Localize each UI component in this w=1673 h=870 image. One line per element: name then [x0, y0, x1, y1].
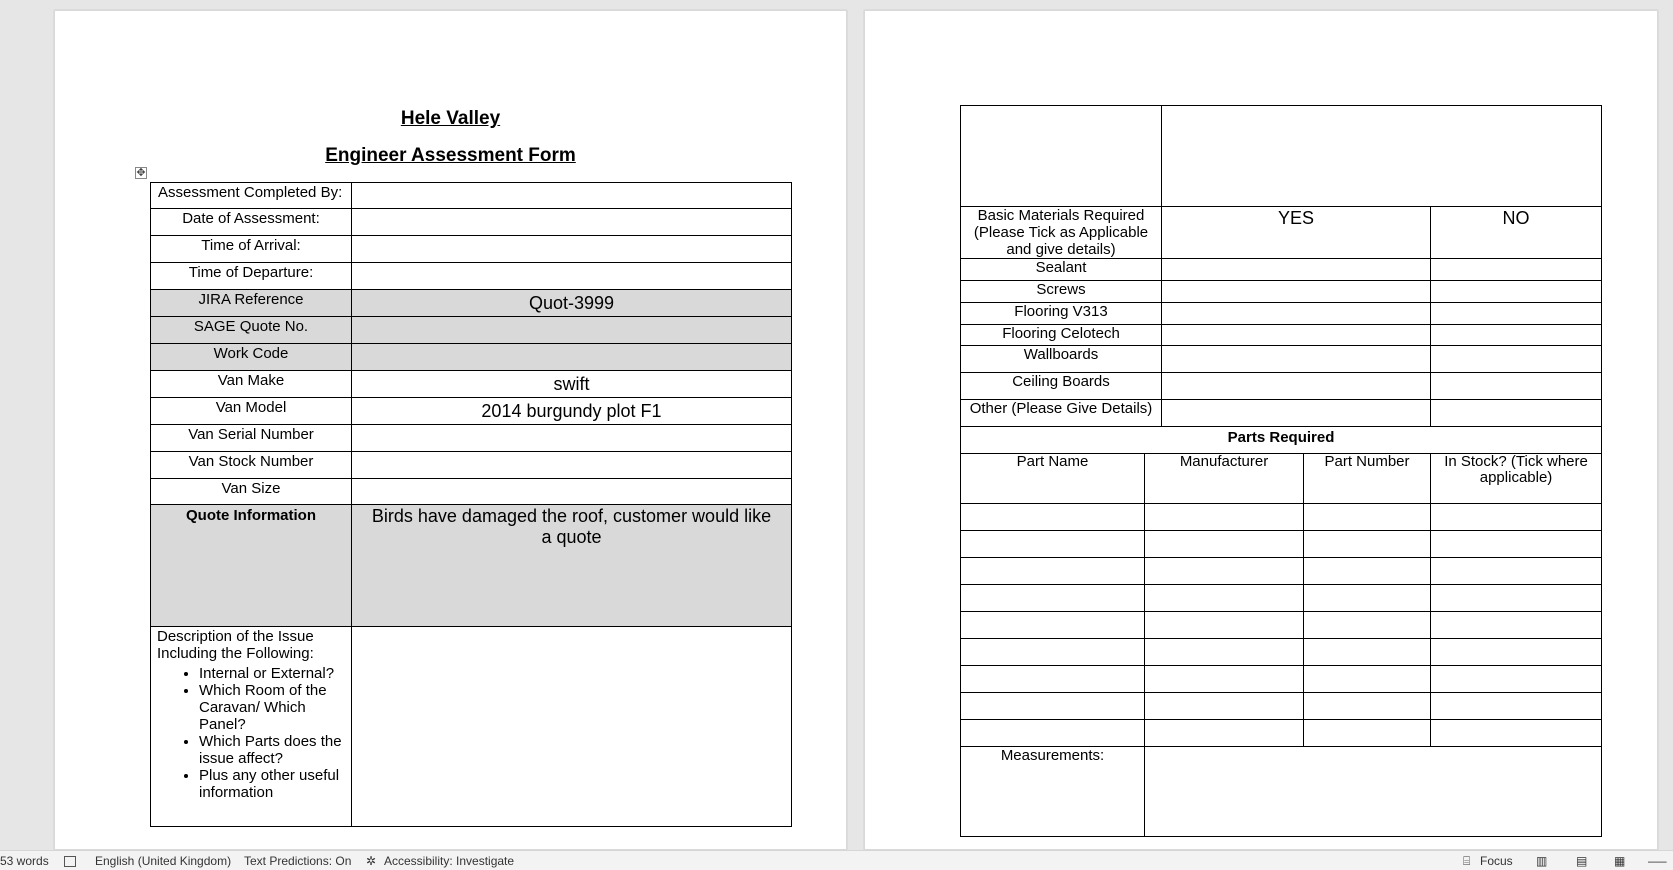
parts-cell[interactable]: [1431, 558, 1602, 585]
parts-cell[interactable]: [1304, 693, 1431, 720]
parts-row: [961, 720, 1602, 747]
material-label: Sealant: [961, 259, 1162, 281]
assessment-row: [151, 344, 792, 371]
parts-cell[interactable]: [1145, 585, 1304, 612]
description-cell: [151, 627, 352, 827]
material-label: Flooring Celotech: [961, 325, 1162, 346]
parts-cell[interactable]: [961, 693, 1145, 720]
assessment-row: [151, 452, 792, 479]
assessment-row: [151, 236, 792, 263]
field-value[interactable]: [352, 479, 792, 505]
focus-icon: ⌸: [1463, 854, 1471, 868]
description-bullet: • Which Room of the Caravan/ Which Panel?: [199, 682, 351, 733]
status-bar: [0, 850, 1673, 870]
field-label: Date of Assessment:: [151, 209, 352, 236]
parts-cell[interactable]: [1304, 585, 1431, 612]
field-label: Time of Departure:: [151, 263, 352, 290]
parts-cell[interactable]: [1304, 666, 1431, 693]
material-row: [961, 259, 1602, 281]
form-title-company: Hele Valley: [400, 108, 501, 129]
parts-cell[interactable]: [1431, 612, 1602, 639]
material-yes-cell[interactable]: [1162, 281, 1431, 303]
field-label: Van Serial Number: [151, 425, 352, 452]
field-value[interactable]: swift: [352, 371, 792, 398]
field-value[interactable]: [352, 425, 792, 452]
material-no-cell[interactable]: [1431, 281, 1602, 303]
material-yes-cell[interactable]: [1162, 259, 1431, 281]
field-label: Van Make: [151, 371, 352, 398]
parts-cell[interactable]: [1304, 612, 1431, 639]
parts-row: [961, 693, 1602, 720]
word-count[interactable]: 53 words: [0, 854, 49, 868]
measurements-label: Measurements:: [961, 747, 1145, 837]
material-label: Flooring V313: [961, 303, 1162, 325]
parts-cell[interactable]: [1304, 558, 1431, 585]
parts-cell[interactable]: [1304, 504, 1431, 531]
assessment-row: [151, 317, 792, 344]
print-layout-icon[interactable]: ▤: [1576, 854, 1588, 868]
material-row: [961, 303, 1602, 325]
quote-info-value[interactable]: Birds have damaged the roof, customer would like a quote: [352, 505, 792, 627]
parts-row: [961, 666, 1602, 693]
material-no-cell[interactable]: [1431, 373, 1602, 400]
field-label: SAGE Quote No.: [151, 317, 352, 344]
parts-row: [961, 639, 1602, 666]
material-label: Wallboards: [961, 346, 1162, 373]
materials-header-row: [961, 207, 1602, 259]
material-yes-cell[interactable]: [1162, 325, 1431, 346]
material-row: [961, 373, 1602, 400]
assessment-row: [151, 371, 792, 398]
quote-info-row: [151, 505, 792, 627]
field-value[interactable]: [352, 452, 792, 479]
measurements-value[interactable]: [1145, 747, 1602, 837]
assessment-row: [151, 425, 792, 452]
parts-cell[interactable]: [1145, 693, 1304, 720]
parts-cell[interactable]: [1145, 666, 1304, 693]
parts-cell[interactable]: [961, 639, 1145, 666]
parts-cell[interactable]: [1431, 666, 1602, 693]
blank-cell[interactable]: [1162, 106, 1602, 207]
parts-cell[interactable]: [1145, 639, 1304, 666]
material-row: [961, 325, 1602, 346]
parts-row: [961, 504, 1602, 531]
parts-row: [961, 558, 1602, 585]
parts-row: [961, 531, 1602, 558]
field-label: Van Model: [151, 398, 352, 425]
parts-column-header: In Stock? (Tick where applicable): [1431, 454, 1602, 504]
parts-cell[interactable]: [1304, 639, 1431, 666]
assessment-row: [151, 263, 792, 290]
proofing-icon[interactable]: [64, 854, 80, 868]
field-label: Assessment Completed By:: [151, 183, 352, 209]
parts-column-header: Manufacturer: [1145, 454, 1304, 504]
parts-required-heading: Parts Required: [961, 427, 1602, 454]
parts-cell[interactable]: [1145, 504, 1304, 531]
table-move-handle-icon[interactable]: ✥: [136, 167, 146, 179]
parts-cell[interactable]: [1431, 531, 1602, 558]
quote-info-label: Quote Information: [151, 505, 352, 627]
yes-header: YES: [1162, 207, 1431, 259]
materials-parts-table: [960, 105, 1602, 837]
document-page-2[interactable]: [864, 10, 1658, 850]
blank-cell[interactable]: [961, 106, 1162, 207]
document-page-1[interactable]: [54, 10, 847, 850]
field-value[interactable]: 2014 burgundy plot F1: [352, 398, 792, 425]
assessment-row: [151, 479, 792, 505]
accessibility-icon: ✲: [366, 854, 377, 868]
field-value[interactable]: Quot-3999: [352, 290, 792, 317]
assessment-row: [151, 209, 792, 236]
parts-required-row: [961, 427, 1602, 454]
material-label: Ceiling Boards: [961, 373, 1162, 400]
accessibility-status[interactable]: Accessibility: Investigate: [384, 854, 515, 868]
material-yes-cell[interactable]: [1162, 373, 1431, 400]
parts-cell[interactable]: [961, 531, 1145, 558]
material-row: [961, 346, 1602, 373]
description-label: Description of the Issue Including the Following:: [157, 628, 314, 662]
material-yes-cell[interactable]: [1162, 303, 1431, 325]
form-title: Engineer Assessment Form: [325, 145, 576, 166]
focus-button[interactable]: Focus: [1480, 854, 1513, 868]
field-value[interactable]: [352, 183, 792, 209]
parts-cell[interactable]: [961, 720, 1145, 747]
parts-cell[interactable]: [961, 585, 1145, 612]
field-value[interactable]: [352, 209, 792, 236]
text-predictions-status[interactable]: Text Predictions: On: [244, 854, 352, 868]
parts-cell[interactable]: [1304, 720, 1431, 747]
assessment-table: [150, 182, 792, 827]
description-bullet: • Which Parts does the issue affect?: [199, 733, 351, 767]
parts-cell[interactable]: [961, 504, 1145, 531]
parts-columns-row: [961, 454, 1602, 504]
material-yes-cell[interactable]: [1162, 400, 1431, 427]
web-layout-icon[interactable]: ▦: [1614, 854, 1626, 868]
field-label: Work Code: [151, 344, 352, 371]
material-row: [961, 400, 1602, 427]
parts-cell[interactable]: [1304, 531, 1431, 558]
parts-cell[interactable]: [1145, 558, 1304, 585]
assessment-row: [151, 290, 792, 317]
field-value[interactable]: [352, 344, 792, 371]
material-no-cell[interactable]: [1431, 303, 1602, 325]
parts-cell[interactable]: [1431, 639, 1602, 666]
parts-row: [961, 585, 1602, 612]
description-bullets: [151, 665, 351, 801]
description-row: [151, 627, 792, 827]
read-mode-icon[interactable]: ▥: [1536, 854, 1548, 868]
no-header: NO: [1431, 207, 1602, 259]
parts-cell[interactable]: [961, 666, 1145, 693]
field-label: JIRA Reference: [151, 290, 352, 317]
material-yes-cell[interactable]: [1162, 346, 1431, 373]
parts-cell[interactable]: [1145, 612, 1304, 639]
field-label: Van Size: [151, 479, 352, 505]
field-value[interactable]: [352, 236, 792, 263]
parts-cell[interactable]: [1431, 504, 1602, 531]
material-no-cell[interactable]: [1431, 325, 1602, 346]
parts-cell[interactable]: [1431, 585, 1602, 612]
material-label: Screws: [961, 281, 1162, 303]
description-value[interactable]: [352, 627, 792, 827]
field-label: Van Stock Number: [151, 452, 352, 479]
parts-row: [961, 612, 1602, 639]
material-row: [961, 281, 1602, 303]
material-no-cell[interactable]: [1431, 400, 1602, 427]
parts-cell[interactable]: [1145, 531, 1304, 558]
parts-cell[interactable]: [1431, 720, 1602, 747]
field-label: Time of Arrival:: [151, 236, 352, 263]
assessment-row: [151, 398, 792, 425]
language-status[interactable]: English (United Kingdom): [95, 854, 232, 868]
description-bullet: • Plus any other useful information: [199, 767, 351, 801]
measurements-row: [961, 747, 1602, 837]
description-bullet: • Internal or External?: [199, 665, 351, 682]
materials-header: Basic Materials Required (Please Tick as Applicable and give details): [961, 207, 1162, 259]
parts-cell[interactable]: [1431, 693, 1602, 720]
assessment-row: [151, 183, 792, 209]
material-no-cell[interactable]: [1431, 259, 1602, 281]
field-value[interactable]: [352, 263, 792, 290]
parts-column-header: Part Number: [1304, 454, 1431, 504]
parts-cell[interactable]: [961, 612, 1145, 639]
material-no-cell[interactable]: [1431, 346, 1602, 373]
parts-column-header: Part Name: [961, 454, 1145, 504]
field-value[interactable]: [352, 317, 792, 344]
header-blank-row: [961, 106, 1602, 207]
parts-cell[interactable]: [961, 558, 1145, 585]
parts-cell[interactable]: [1145, 720, 1304, 747]
zoom-slider[interactable]: –—: [1648, 854, 1667, 868]
material-label: Other (Please Give Details): [961, 400, 1162, 427]
